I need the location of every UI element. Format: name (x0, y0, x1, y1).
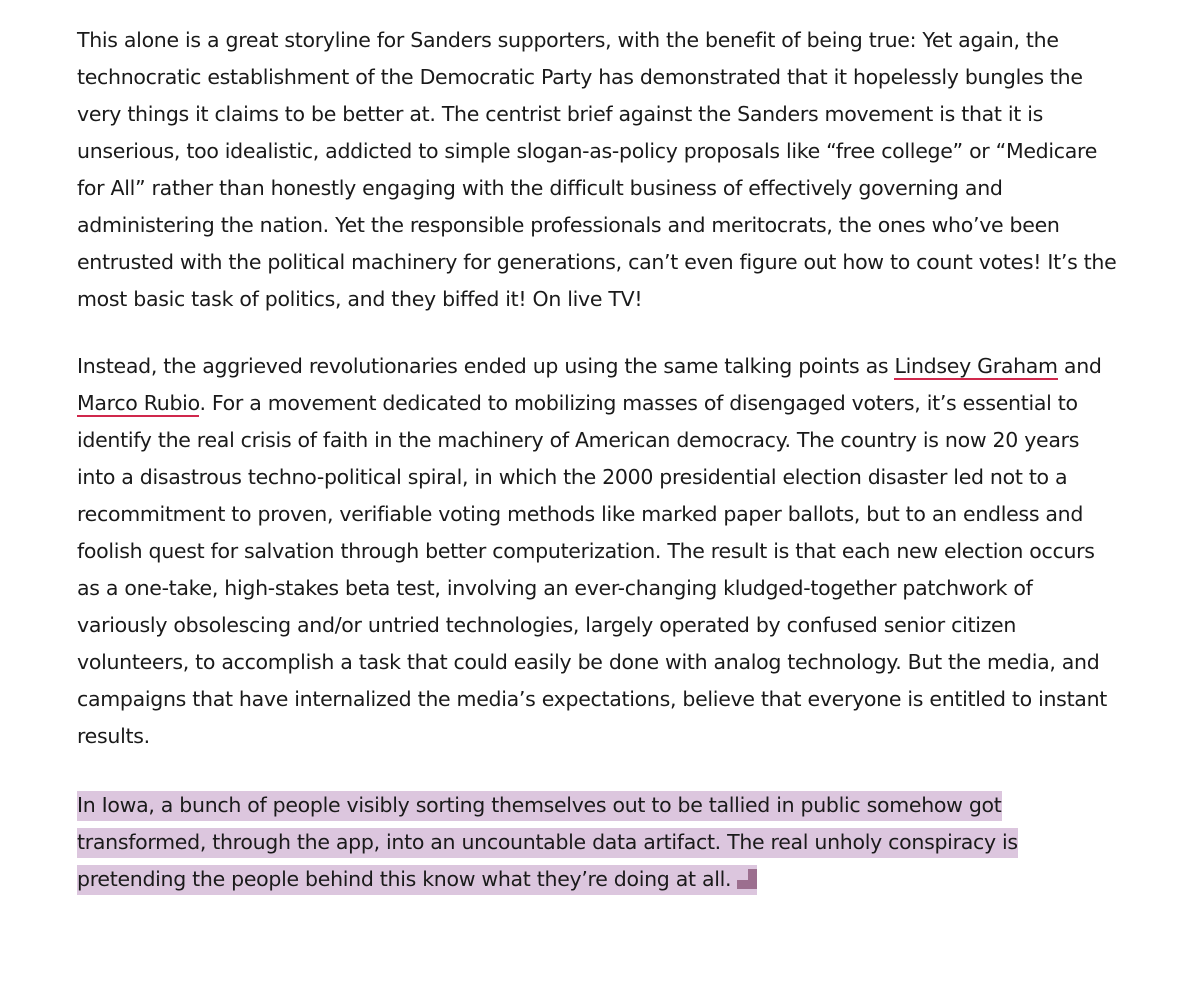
link-lindsey-graham[interactable]: Lindsey Graham (894, 354, 1058, 378)
link-marco-rubio[interactable]: Marco Rubio (77, 391, 200, 415)
paragraph-2-between: and (1057, 354, 1102, 378)
article-end-mark-icon (737, 869, 757, 889)
paragraph-2-intro: Instead, the aggrieved revolutionaries ended up using the same talking points as (77, 354, 895, 378)
paragraph-2 (77, 348, 1123, 755)
paragraph-3-text: In Iowa, a bunch of people visibly sorting themselves out to be tallied in public somehow got transformed, through the app, into an uncountable data artifact. The real unholy conspiracy is pretending the people behind this know what they’re doing at all. (77, 793, 1018, 891)
highlighted-text (77, 791, 1018, 895)
end-mark-horizontal-bar (737, 880, 757, 889)
paragraph-1: This alone is a great storyline for Sanders supporters, with the benefit of being true: Yet again, the technocratic establishment of the Democratic Party has demonstrated that it hopelessly bungles the very things it claims to be better at. The centrist brief against the Sanders movement is that it is unserious, too idealistic, addicted to simple slogan-as-policy proposals like “free college” or “Medicare for All” rather than honestly engaging with the difficult business of effectively governing and administering the nation. Yet the responsible professionals and meritocrats, the ones who’ve been entrusted with the political machinery for generations, can’t even figure out how to count votes! It’s the most basic task of politics, and they biffed it! On live TV! (77, 28, 1117, 311)
paragraph-2-rest: . For a movement dedicated to mobilizing masses of disengaged voters, it’s essential to identify the real crisis of faith in the machinery of American democracy. The country is now 20 years into a disastrous techno-political spiral, in which the 2000 presidential election disaster led not to a recommitment to proven, verifiable voting methods like marked paper ballots, but to an endless and foolish quest for salvation through better computerization. The result is that each new election occurs as a one-take, high-stakes beta test, involving an ever-changing kludged-together patchwork of variously obsolescing and/or untried technologies, largely operated by confused senior citizen volunteers, to accomplish a task that could easily be done with analog technology. But the media, and campaigns that have internalized the media’s expectations, believe that everyone is entitled to instant results. (77, 391, 1107, 748)
article-body (77, 22, 1123, 928)
paragraph-3-highlighted (77, 787, 1123, 898)
